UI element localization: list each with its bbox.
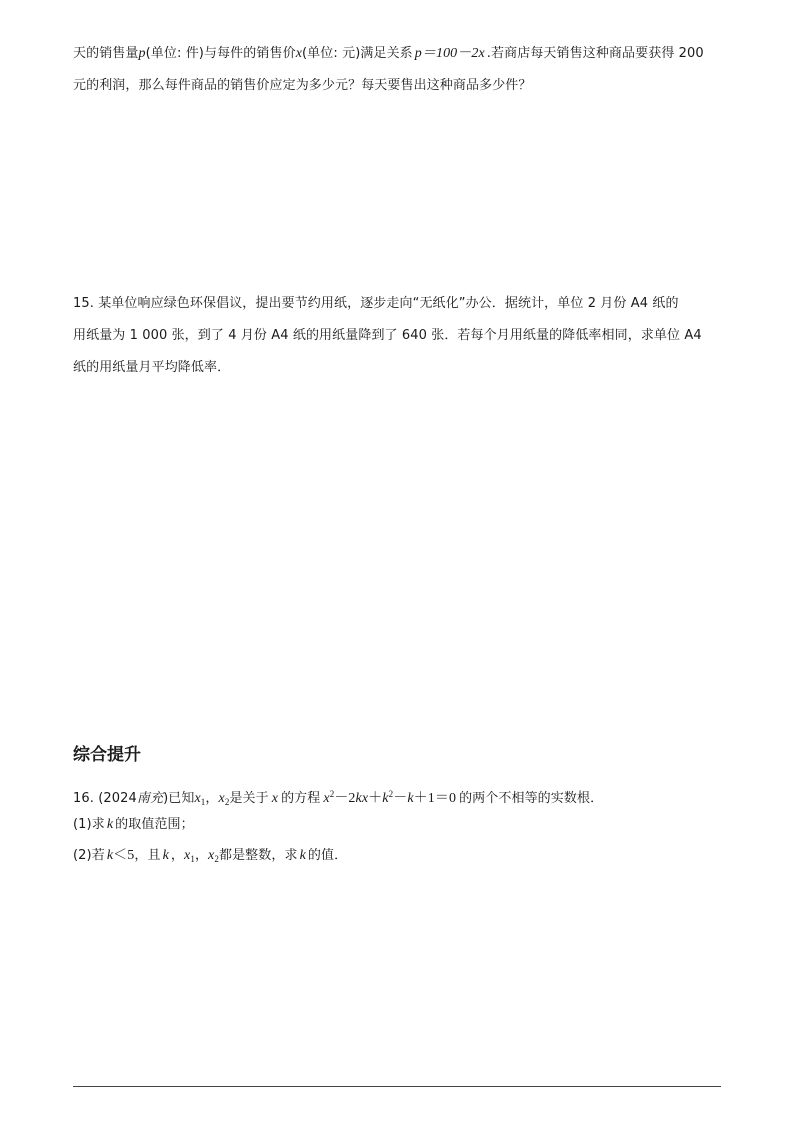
q15-line-2: 用纸量为 1 000 张，到了 4 月份 A4 纸的用纸量降到了 640 张．若每个月用纸量的降低率相同，求单位 A4 <box>73 328 702 343</box>
text: 的方程 <box>281 791 321 806</box>
text: )已知 <box>163 791 195 806</box>
var-k: k <box>106 817 114 832</box>
var-x2: x <box>208 848 215 863</box>
text: 的取值范围； <box>115 817 194 832</box>
text: .若商店每天销售这种商品要获得 200 <box>486 46 704 61</box>
text: 是关于 <box>229 791 269 806</box>
eq-part: ＋ <box>368 791 383 806</box>
text: 都是整数，求 <box>218 848 298 863</box>
text: 天的销售量 <box>73 46 139 61</box>
var-x: x <box>271 791 279 806</box>
inequality: ＜5 <box>113 848 135 863</box>
eq-part: ＋1＝0 <box>413 791 457 806</box>
superscript: 2 <box>329 789 335 799</box>
eq-part: － <box>393 791 408 806</box>
q16-part-1 <box>73 815 194 835</box>
subscript: 2 <box>214 854 219 864</box>
text: ，且 <box>134 848 161 863</box>
formula: p＝100－2x <box>414 46 485 61</box>
eq-k: k <box>382 791 389 806</box>
q16-line-1 <box>73 784 603 812</box>
q15-line-3: 纸的用纸量月平均降低率． <box>73 360 231 375</box>
var-k: k <box>162 848 169 863</box>
subscript: 2 <box>224 797 230 807</box>
var-p: p <box>138 46 146 61</box>
question-number: 16. (2024 <box>73 791 137 806</box>
text: 的两个不相等的实数根． <box>459 791 604 806</box>
subscript: 1 <box>190 854 195 864</box>
eq-kx: kx <box>355 791 369 806</box>
q16-part-2 <box>73 846 347 869</box>
text: (单位: 元)满足关系 <box>302 46 413 61</box>
region-label: 南充 <box>136 791 164 806</box>
superscript: 2 <box>388 789 394 799</box>
text: (单位: 件)与每件的销售价 <box>145 46 296 61</box>
var-x: x <box>295 46 303 61</box>
var-k: k <box>299 848 306 863</box>
eq-part: －2 <box>334 791 356 806</box>
section-heading: 综合提升 <box>73 745 141 765</box>
text: ， <box>205 791 219 806</box>
footer-divider <box>73 1086 721 1087</box>
var-x1: x <box>184 848 191 863</box>
var-x1: x <box>194 791 201 806</box>
q14-line-2: 元的利润，那么每件商品的销售价应定为多少元？每天要售出这种商品多少件？ <box>73 78 532 93</box>
text: ， <box>194 848 209 863</box>
eq-k: k <box>407 791 414 806</box>
subscript: 1 <box>200 797 206 807</box>
text: (2)若 <box>73 848 105 863</box>
q15-line-1: 15. 某单位响应绿色环保倡议，提出要节约用纸，逐步走向“无纸化”办公．据统计，单位 2 月份 A4 纸的 <box>73 296 679 311</box>
q14-line-1 <box>73 44 704 64</box>
eq-x: x <box>323 791 330 806</box>
var-x2: x <box>218 791 225 806</box>
text: ， <box>170 848 184 863</box>
text: (1)求 <box>73 817 105 832</box>
text: 的值． <box>307 848 348 863</box>
var-k: k <box>106 848 114 863</box>
